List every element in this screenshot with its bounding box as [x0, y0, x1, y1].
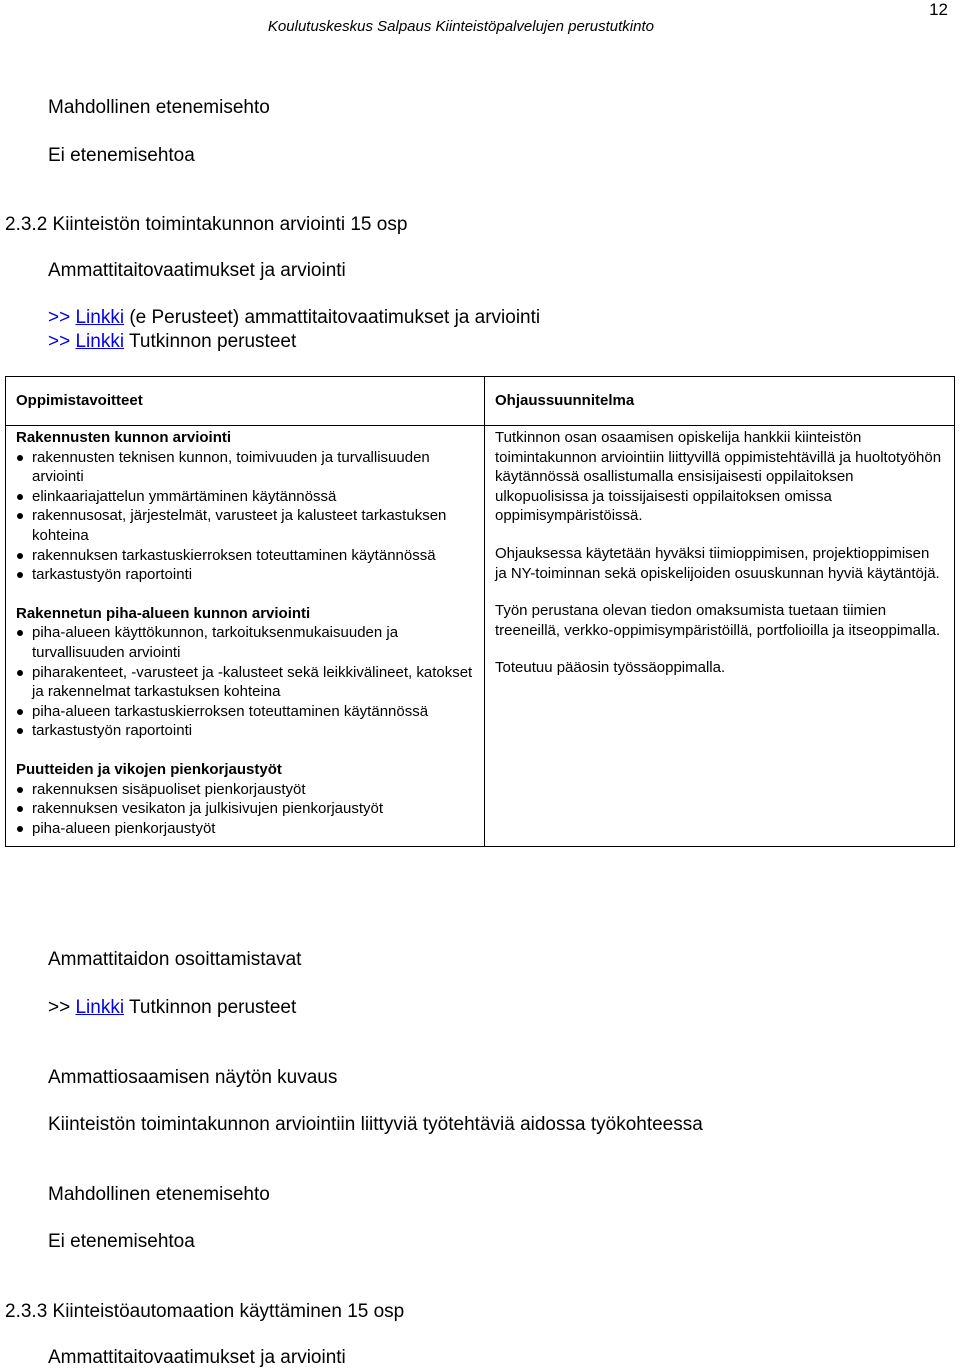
demonstration-description-heading: Ammattiosaamisen näytön kuvaus [48, 1067, 338, 1088]
list-item: piharakenteet, -varusteet ja -kalusteet sekä leikkivälineet, katokset ja rakennelmat tarkastuksen kohteina [32, 663, 478, 702]
guidance-paragraph: Tutkinnon osan osaamisen opiskelija hankkii kiinteistön toimintakunnon arviointiin liittyvillä oppimistehtävillä ja huoltotyöhön käytännössä osallistumalla ensisijaisesti oppilaitoksen ulkopuolisissa ja toissijaisesti oppilaitoksen omissa oppimisympäristöissä. [495, 429, 942, 525]
page-number: 12 [929, 0, 948, 19]
tutkinnon-perusteet-link-line [48, 331, 296, 353]
next-requirements-heading: Ammattitaitovaatimukset ja arviointi [48, 1347, 346, 1368]
document-header-title: Koulutuskeskus Salpaus Kiinteistöpalvelujen perustutkinto [267, 18, 654, 35]
eperusteet-link-line [48, 307, 540, 329]
guidance-paragraph: Työn perustana olevan tiedon omaksumista tuetaan tiimien treeneillä, verkko-oppimisympäristöillä, portfolioilla ja itseoppimalla. [495, 602, 941, 639]
progress-condition-heading: Mahdollinen etenemisehto [48, 1184, 270, 1205]
progress-condition-heading: Mahdollinen etenemisehto [48, 97, 270, 118]
goal-group-title: Rakennetun piha-alueen kunnon arviointi [16, 604, 311, 622]
link-prefix: >> [48, 331, 76, 352]
progress-condition-text: Ei etenemisehtoa [48, 1231, 195, 1252]
list-item: piha-alueen käyttökunnon, tarkoituksenmukaisuuden ja turvallisuuden arviointi [32, 623, 478, 662]
list-item: tarkastustyön raportointi [32, 565, 478, 585]
learning-goals-cell [6, 426, 485, 847]
section-title: 2.3.2 Kiinteistön toimintakunnon arviointi 15 osp [5, 214, 408, 235]
list-item: elinkaariajattelun ymmärtäminen käytännössä [32, 487, 478, 507]
list-item: tarkastustyön raportointi [32, 721, 478, 741]
goal-group [16, 760, 478, 838]
requirements-heading: Ammattitaitovaatimukset ja arviointi [48, 260, 346, 281]
list-item: rakennusosat, järjestelmät, varusteet ja kalusteet tarkastuksen kohteina [32, 506, 478, 545]
list-item: rakennusten teknisen kunnon, toimivuuden ja turvallisuuden arviointi [32, 448, 478, 487]
demonstration-link-line [48, 997, 296, 1019]
link-suffix: (e Perusteet) ammattitaitovaatimukset ja arviointi [124, 307, 541, 328]
next-section-title: 2.3.3 Kiinteistöautomaation käyttäminen 15 osp [5, 1301, 405, 1322]
study-plan-table [5, 376, 955, 847]
tutkinnon-perusteet-link[interactable]: Linkki [75, 997, 125, 1018]
list-item: rakennuksen tarkastuskierroksen toteuttaminen käytännössä [32, 546, 478, 566]
demonstration-heading: Ammattitaidon osoittamistavat [48, 949, 302, 970]
link-prefix: >> [48, 307, 76, 328]
eperusteet-link[interactable]: Linkki [75, 307, 125, 328]
goal-group [16, 604, 478, 741]
link-prefix: >> [48, 997, 76, 1018]
list-item: rakennuksen vesikaton ja julkisivujen pienkorjaustyöt [32, 799, 478, 819]
tutkinnon-perusteet-link[interactable]: Linkki [75, 331, 125, 352]
list-item: piha-alueen pienkorjaustyöt [32, 819, 478, 839]
goal-group [16, 428, 478, 585]
list-item: piha-alueen tarkastuskierroksen toteuttaminen käytännössä [32, 702, 478, 722]
list-item: rakennuksen sisäpuoliset pienkorjaustyöt [32, 780, 478, 800]
goal-group-title: Rakennusten kunnon arviointi [16, 429, 232, 446]
learning-goals-header: Oppimistavoitteet [6, 377, 485, 426]
progress-condition-text: Ei etenemisehtoa [48, 145, 195, 166]
link-suffix: Tutkinnon perusteet [124, 331, 297, 352]
link-suffix: Tutkinnon perusteet [124, 997, 297, 1018]
guidance-paragraph: Toteutuu pääosin työssäoppimalla. [495, 659, 726, 677]
goal-group-title: Puutteiden ja vikojen pienkorjaustyöt [16, 760, 282, 778]
guidance-plan-header: Ohjaussuunnitelma [485, 377, 955, 426]
guidance-paragraph: Ohjauksessa käytetään hyväksi tiimioppimisen, projektioppimisen ja NY-toiminnan sekä opiskelijoiden osuuskunnan hyviä käytäntöjä. [495, 544, 940, 582]
guidance-plan-cell [485, 426, 955, 847]
demonstration-description-text: Kiinteistön toimintakunnon arviointiin liittyviä työtehtäviä aidossa työkohteessa [48, 1114, 703, 1135]
